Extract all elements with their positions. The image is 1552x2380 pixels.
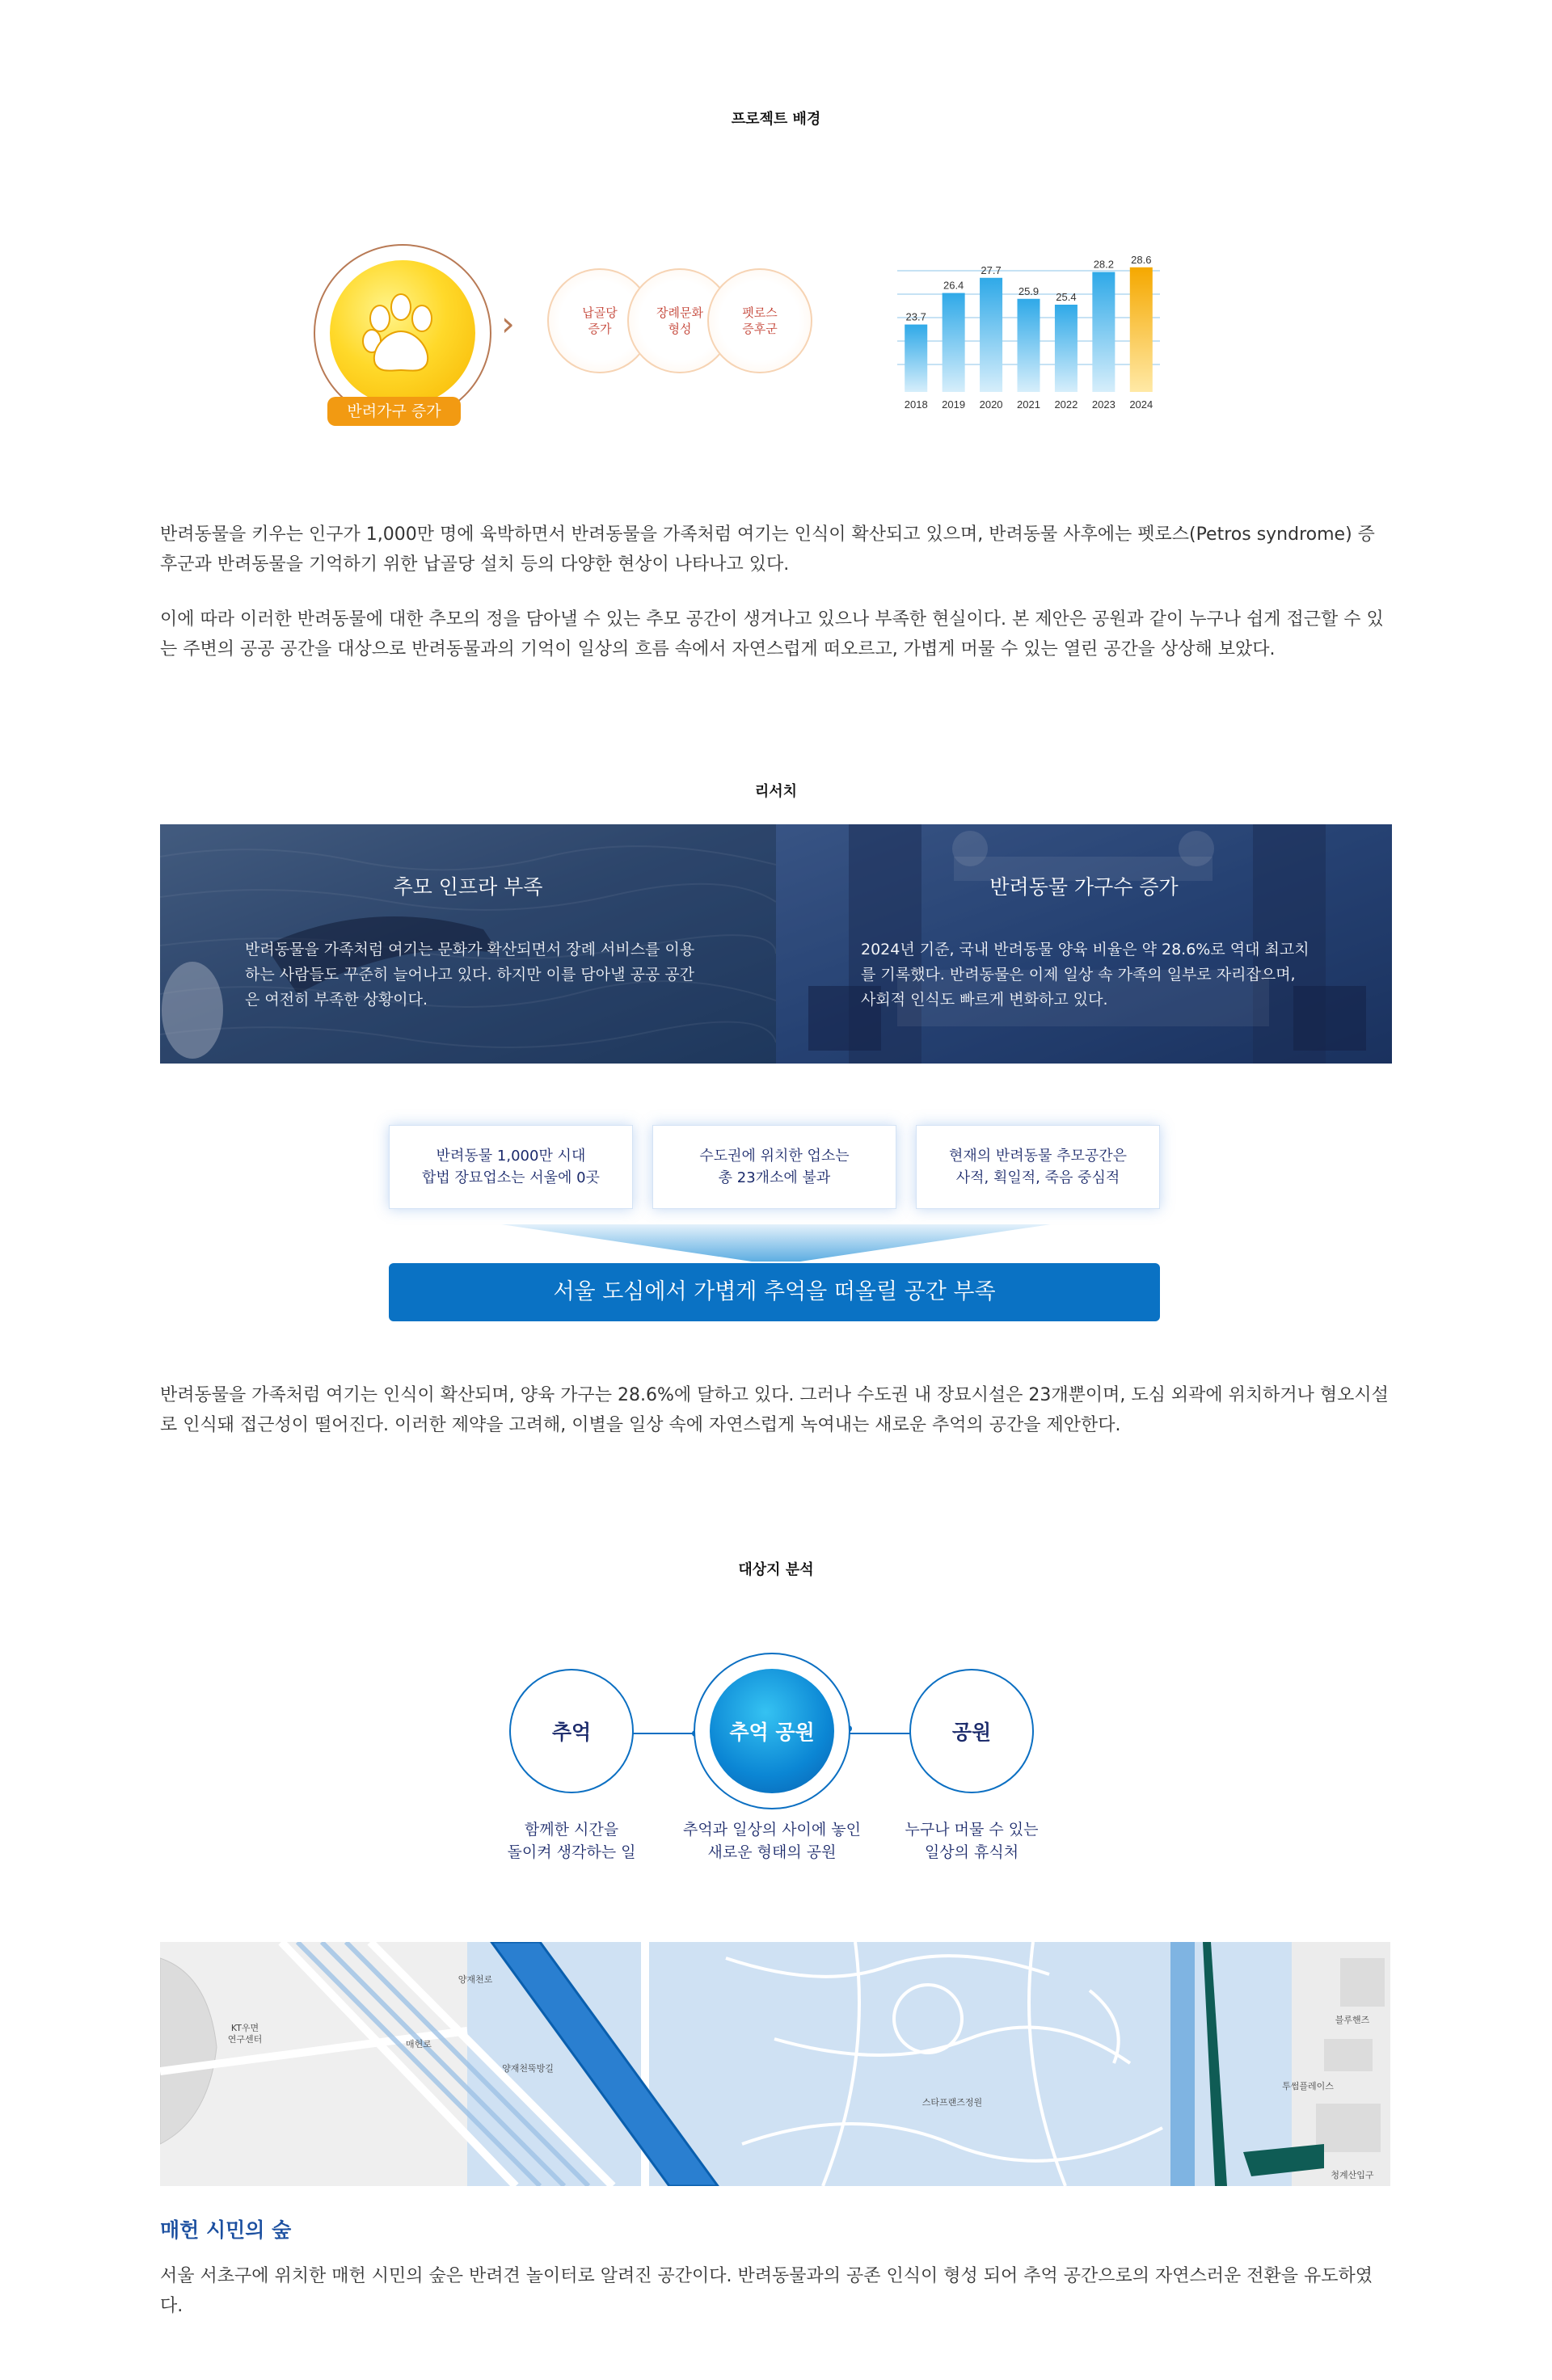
map-drawing — [160, 1942, 1390, 2186]
bar-chart — [889, 242, 1168, 420]
paw-icon — [330, 260, 475, 406]
caption-text: 추억과 일상의 사이에 놓인 새로운 형태의 공원 — [682, 1821, 861, 1861]
tick-label: 2020 — [979, 398, 1003, 411]
circle-label: 공원 — [951, 1721, 992, 1744]
section-title-site: 대상지 분석 — [738, 1561, 814, 1578]
map-label-road: 양재천뚝방길 — [502, 2063, 554, 2074]
paw-disc — [330, 260, 475, 406]
tick-label: 2023 — [1091, 398, 1116, 411]
caption-memory — [469, 1818, 674, 1864]
site-map[interactable] — [160, 1942, 1390, 2186]
research-box-3 — [916, 1125, 1160, 1209]
chevron-right-icon: › — [501, 304, 515, 343]
circle-label: 추억 공원 — [729, 1721, 815, 1744]
panel-body: 2024년 기준, 국내 반려동물 양육 비율은 약 28.6%로 역대 최고치를 기록했다. 반려동물은 이제 일상 속 가족의 일부로 자리잡으며, 사회적 인식도 빠르게 변화하고 있다. — [861, 941, 1310, 1009]
bar-2018 — [905, 325, 927, 392]
site-subtitle: 매헌 시민의 숲 — [160, 2218, 292, 2242]
background-paragraph-1: 반려동물을 키우는 인구가 1,000만 명에 육박하면서 반려동물을 가족처럼 여기는 인식이 확산되고 있으며, 반려동물 사후에는 펫로스(Petros syndrome) 증후군과 반려동물을 기억하기 위한 납골당 설치 등의 다양한 현상이 나타나고 있다. — [160, 524, 1375, 575]
section-title-research: 리서치 — [754, 783, 798, 800]
research-paragraph: 반려동물을 가족처럼 여기는 인식이 확산되며, 양육 가구는 28.6%에 달하고 있다. 그러나 수도권 내 장묘시설은 23개뿐이며, 도심 외곽에 위치하거나 혐오시설로 인식돼 접근성이 떨어진다. 이러한 제약을 고려해, 이별을 일상 속에 자연스럽게 녹여내는 새로운 추억의 공간을 제안한다. — [160, 1385, 1389, 1435]
caption-park — [869, 1818, 1074, 1864]
research-box-2 — [652, 1125, 896, 1209]
research-panel-households — [776, 824, 1392, 1064]
map-label-bluehands: 블루핸즈 — [1335, 2015, 1370, 2025]
bar-2022 — [1055, 305, 1078, 392]
section-title-background: 프로젝트 배경 — [731, 111, 821, 128]
map-label-kt: KT우면 연구센터 — [227, 2023, 263, 2045]
panel-body: 반려동물을 가족처럼 여기는 문화가 확산되면서 장례 서비스를 이용하는 사람들도 꾸준히 늘어나고 있다. 하지만 이를 담아낼 공공 공간은 여전히 부족한 상황이다. — [245, 941, 695, 1009]
tick-label: 2022 — [1054, 398, 1078, 411]
panel-heading: 추모 인프라 부족 — [393, 875, 543, 899]
research-panel-infrastructure — [160, 824, 776, 1064]
ring-label: 장례문화 형성 — [656, 305, 703, 336]
households-badge: 반려가구 증가 — [327, 397, 461, 426]
map-label-station: 스타프랜즈정원 — [922, 2097, 983, 2108]
map-label-bottom: 청계산입구 — [1331, 2170, 1374, 2180]
research-box-text: 수도권에 위치한 업소는 총 23개소에 불과 — [699, 1148, 850, 1186]
circle-memory — [509, 1669, 634, 1793]
tick-label: 2018 — [904, 398, 928, 411]
circle-memory-park — [710, 1669, 834, 1793]
map-label-twosome: 투썸플레이스 — [1282, 2081, 1334, 2091]
circle-label: 추억 — [551, 1721, 592, 1744]
data-label: 25.4 — [1056, 291, 1077, 303]
bar-2020 — [980, 278, 1002, 392]
research-box-1 — [389, 1125, 633, 1209]
bar-2024 — [1130, 267, 1153, 392]
tick-label: 2024 — [1129, 398, 1153, 411]
ring-label: 펫로스 증후군 — [742, 305, 778, 336]
data-label: 23.7 — [905, 310, 926, 323]
ring-petloss — [707, 268, 812, 373]
map-label-road: 매헌로 — [406, 2039, 432, 2049]
caption-text: 누구나 머물 수 있는 일상의 휴식처 — [905, 1821, 1039, 1861]
tick-label: 2021 — [1017, 398, 1040, 411]
map-label-road: 양재천로 — [458, 1974, 493, 1985]
caption-memory-park — [653, 1818, 891, 1864]
data-label: 28.2 — [1093, 258, 1115, 271]
bar-2019 — [943, 293, 965, 392]
conclusion-banner: 서울 도심에서 가볍게 추억을 떠올릴 공간 부족 — [389, 1263, 1160, 1321]
research-box-text: 현재의 반려동물 추모공간은 사적, 획일적, 죽음 중심적 — [948, 1148, 1128, 1186]
tick-label: 2019 — [942, 398, 966, 411]
site-paragraph: 서울 서초구에 위치한 매헌 시민의 숲은 반려견 놀이터로 알려진 공간이다. 반려동물과의 공존 인식이 형성 되어 추억 공간으로의 자연스러운 전환을 유도하였다. — [160, 2266, 1373, 2316]
ring-label: 납골당 증가 — [582, 305, 618, 336]
research-box-text: 반려동물 1,000만 시대 합법 장묘업소는 서울에 0곳 — [422, 1148, 600, 1186]
funnel-arrow — [501, 1224, 1051, 1262]
circle-park — [909, 1669, 1034, 1793]
caption-text: 함께한 시간을 돌이켜 생각하는 일 — [507, 1821, 636, 1861]
panel-heading: 반려동물 가구수 증가 — [989, 875, 1179, 899]
background-paragraph-2: 이에 따라 이러한 반려동물에 대한 추모의 정을 담아낼 수 있는 추모 공간이 생겨나고 있으나 부족한 현실이다. 본 제안은 공원과 같이 누구나 쉽게 접근할 수 있는 주변의 공공 공간을 대상으로 반려동물과의 기억이 일상의 흐름 속에서 자연스럽게 떠오르고, 가볍게 머물 수 있는 열린 공간을 상상해 보았다. — [160, 609, 1384, 659]
bar-2023 — [1092, 272, 1115, 392]
bar-2021 — [1018, 299, 1040, 392]
data-label: 27.7 — [981, 263, 1002, 276]
data-label: 28.6 — [1131, 253, 1152, 266]
data-label: 26.4 — [943, 279, 964, 292]
data-label: 25.9 — [1018, 284, 1040, 297]
